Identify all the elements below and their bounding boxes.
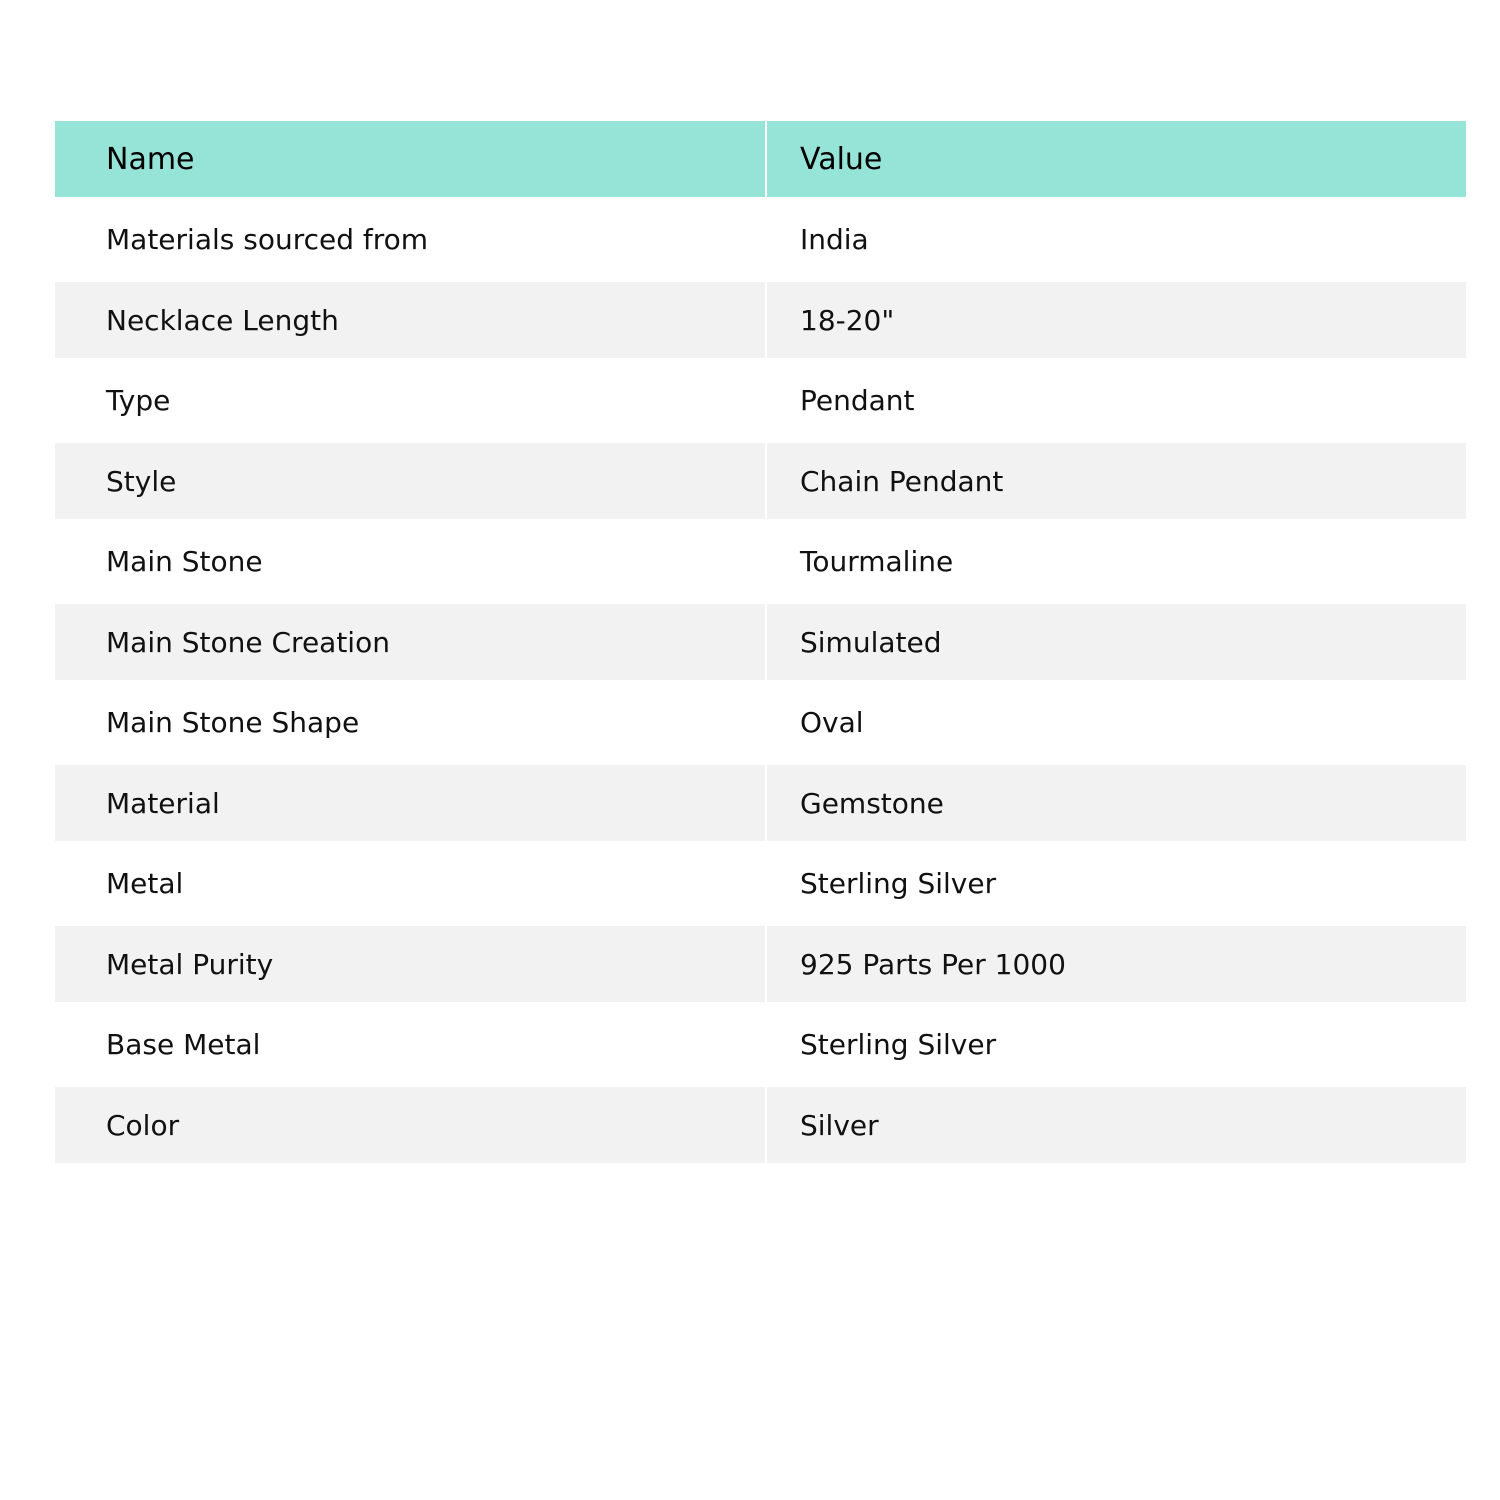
row-value-cell: 18-20" [766,282,1466,358]
table-row [55,604,1466,680]
row-name-cell: Style [55,443,766,519]
table-row [55,282,1466,358]
row-value-cell: Silver [766,1087,1466,1163]
row-name-cell: Necklace Length [55,282,766,358]
row-name-cell: Materials sourced from [55,197,766,282]
table-row [55,358,1466,443]
row-value-cell: India [766,197,1466,282]
table-row [55,680,1466,765]
spec-table [55,121,1466,1163]
row-name-cell: Type [55,358,766,443]
table-body [55,197,1466,1163]
table-row [55,765,1466,841]
table-row [55,519,1466,604]
header-row [55,121,1466,197]
table-header [55,121,1466,197]
table-row [55,926,1466,1002]
row-value-cell: Gemstone [766,765,1466,841]
row-value-cell: Oval [766,680,1466,765]
row-value-cell: Chain Pendant [766,443,1466,519]
row-name-cell: Base Metal [55,1002,766,1087]
row-name-cell: Metal Purity [55,926,766,1002]
row-value-cell: Sterling Silver [766,841,1466,926]
row-name-cell: Metal [55,841,766,926]
table-row [55,443,1466,519]
row-value-cell: Sterling Silver [766,1002,1466,1087]
header-name: Name [55,121,766,197]
row-name-cell: Main Stone Shape [55,680,766,765]
row-name-cell: Main Stone [55,519,766,604]
table-row [55,197,1466,282]
row-value-cell: Tourmaline [766,519,1466,604]
row-value-cell: Simulated [766,604,1466,680]
row-value-cell: Pendant [766,358,1466,443]
table-row [55,1002,1466,1087]
row-value-cell: 925 Parts Per 1000 [766,926,1466,1002]
table-row [55,841,1466,926]
row-name-cell: Color [55,1087,766,1163]
row-name-cell: Main Stone Creation [55,604,766,680]
table-row [55,1087,1466,1163]
row-name-cell: Material [55,765,766,841]
header-value: Value [766,121,1466,197]
